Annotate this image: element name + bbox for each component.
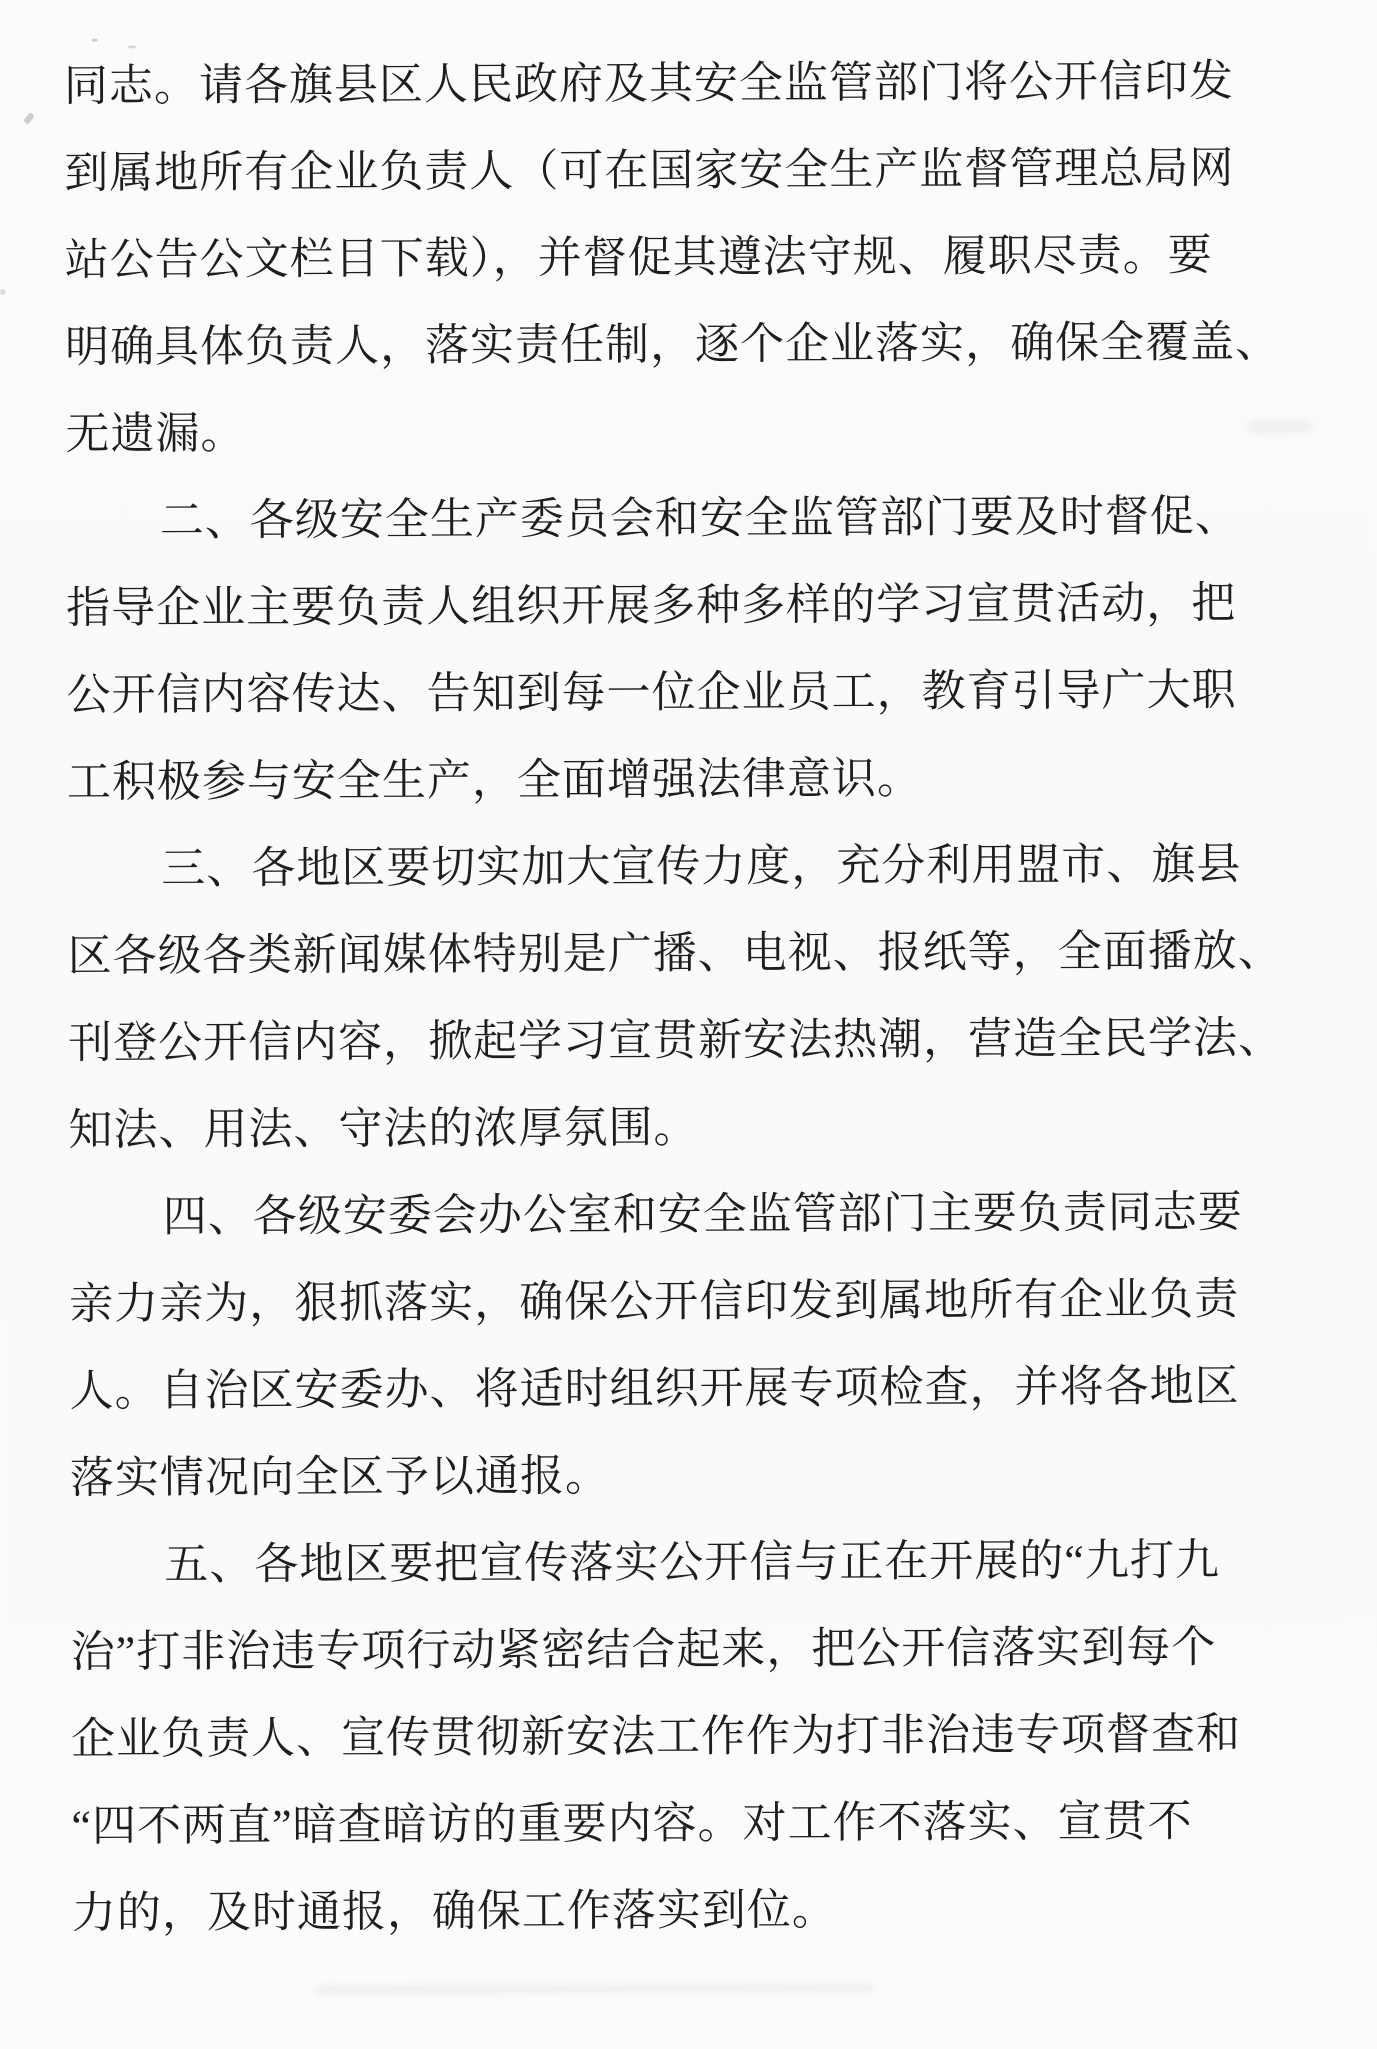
- text-line-paragraph-start: 三、各地区要切实加大宣传力度，充分利用盟市、旗县: [161, 839, 1242, 894]
- text-line: 明确具体负责人，落实责任制，逐个企业落实，确保全覆盖、: [64, 317, 1281, 372]
- text-line: 区各级各类新闻媒体特别是广播、电视、报纸等，全面播放、: [67, 926, 1283, 981]
- text-line: 知法、用法、守法的浓厚氛围。: [68, 1102, 699, 1155]
- scan-smudge-artifact: [314, 1983, 874, 1994]
- text-line-paragraph-start: 五、各地区要把宣传落实公开信与正在开展的“九打九: [164, 1535, 1220, 1590]
- text-line: 到属地所有企业负责人（可在国家安全生产监督管理总局网: [64, 143, 1235, 198]
- document-body-text: [64, 37, 1377, 1957]
- text-line: 工积极参与安全生产，全面增强法律意识。: [66, 753, 923, 807]
- text-line: 无遗漏。: [65, 408, 246, 459]
- text-line: 同志。请各旗县区人民政府及其安全监管部门将公开信印发: [63, 56, 1235, 111]
- scan-speck-artifact: [23, 112, 34, 124]
- scan-speck-artifact: [92, 39, 98, 42]
- text-line-paragraph-start: 二、各级安全生产委员会和安全监管部门要及时督促、: [159, 491, 1240, 546]
- text-line: 落实情况向全区予以通报。: [69, 1451, 611, 1503]
- text-line: 治”打非治违专项行动紧密结合起来，把公开信落实到每个: [70, 1622, 1217, 1677]
- text-line: 亲力亲为，狠抓落实，确保公开信印发到属地所有企业负责: [69, 1274, 1240, 1329]
- text-line: 刊登公开信内容，掀起学习宣贯新安法热潮，营造全民学法、: [67, 1013, 1284, 1068]
- scan-speck-artifact: [128, 45, 137, 48]
- text-line: 力的，及时通报，确保工作落实到位。: [71, 1885, 837, 1938]
- text-line: “四不两直”暗查暗访的重要内容。对工作不落实、宣贯不: [71, 1796, 1193, 1851]
- scan-smudge-artifact: [1247, 419, 1311, 433]
- text-line: 企业负责人、宣传贯彻新安法工作作为打非治违专项督查和: [71, 1709, 1242, 1764]
- text-line: 公开信内容传达、告知到每一位企业员工，教育引导广大职: [66, 665, 1237, 720]
- text-line-paragraph-start: 四、各级安委会办公室和安全监管部门主要负责同志要: [162, 1187, 1243, 1242]
- scan-speck-artifact: [0, 289, 6, 295]
- text-line: 指导企业主要负责人组织开展多种多样的学习宣贯活动，把: [66, 578, 1237, 633]
- text-line: 站公告公文栏目下载），并督促其遵法守规、履职尽责。要: [64, 230, 1213, 285]
- text-line: 人。自治区安委办、将适时组织开展专项检查，并将各地区: [69, 1361, 1240, 1416]
